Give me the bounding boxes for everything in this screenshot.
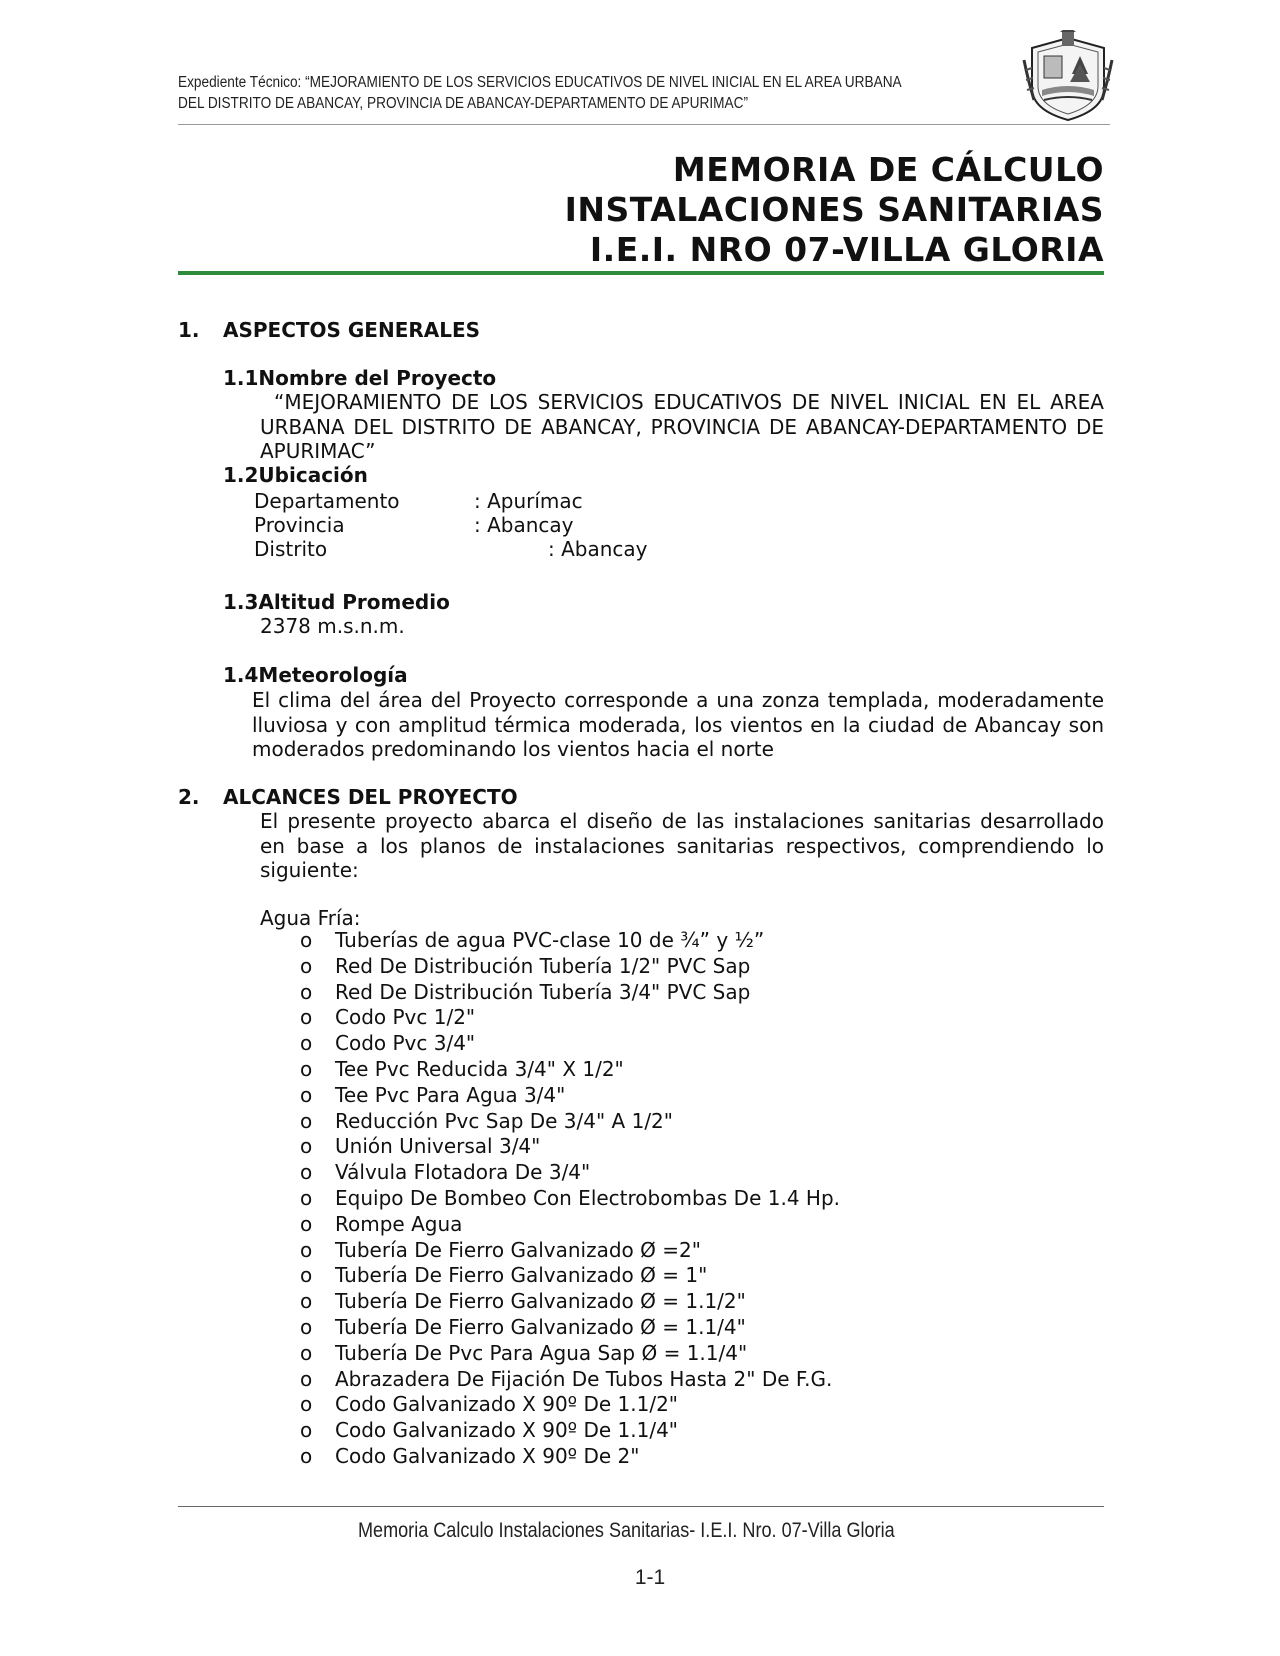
- project-name-text: “MEJORAMIENTO DE LOS SERVICIOS EDUCATIVOS DE NIVEL INICIAL EN EL AREA URBANA DEL DISTRITO DE ABANCAY, PROVINCIA DE ABANCAY-DEPARTAMENTO DE APURIMAC”: [260, 390, 1104, 463]
- list-item-text: Tubería De Fierro Galvanizado Ø = 1.1/4": [335, 1314, 746, 1339]
- bullet-icon: o: [300, 1443, 313, 1468]
- list-item-text: Reducción Pvc Sap De 3/4" A 1/2": [335, 1108, 673, 1133]
- list-item-text: Tuberías de agua PVC-clase 10 de ¾” y ½”: [335, 928, 765, 952]
- bullet-icon: o: [300, 1237, 313, 1262]
- location-row-distrito: [254, 537, 754, 561]
- bullet-icon: o: [300, 1366, 313, 1391]
- list-item-text: Codo Pvc 3/4": [335, 1031, 476, 1056]
- list-item-text: Tubería De Pvc Para Agua Sap Ø = 1.1/4": [335, 1340, 748, 1365]
- bullet-icon: o: [300, 1108, 313, 1133]
- list-item-text: Abrazadera De Fijación De Tubos Hasta 2" De F.G.: [335, 1366, 833, 1391]
- list-item-text: Válvula Flotadora De 3/4": [335, 1160, 591, 1185]
- bullet-icon: o: [300, 1211, 313, 1236]
- section-1-heading: [178, 318, 480, 342]
- footer-divider: [178, 1506, 1104, 1507]
- header-line-2: DEL DISTRITO DE ABANCAY, PROVINCIA DE ABANCAY-DEPARTAMENTO DE APURIMAC”: [178, 95, 748, 112]
- coat-of-arms-icon: [1022, 30, 1114, 124]
- location-value: : Abancay: [474, 513, 574, 537]
- bullet-icon: o: [300, 1185, 313, 1210]
- list-item-text: Unión Universal 3/4": [335, 1134, 541, 1159]
- list-item-text: Codo Galvanizado X 90º De 1.1/2": [335, 1392, 678, 1417]
- list-item-text: Tee Pvc Reducida 3/4" X 1/2": [335, 1056, 624, 1081]
- list-item-text: Tee Pvc Para Agua 3/4": [335, 1082, 566, 1107]
- location-row-departamento: [254, 489, 754, 513]
- bullet-icon: o: [300, 1031, 313, 1056]
- header-divider: [178, 124, 1110, 125]
- location-value: : Apurímac: [474, 489, 583, 513]
- bullet-icon: o: [300, 928, 313, 952]
- section-2-heading: [178, 785, 518, 809]
- title-line-1: MEMORIA DE CÁLCULO: [672, 150, 1104, 189]
- scope-intro-text: El presente proyecto abarca el diseño de las instalaciones sanitarias desarrollado en base a los planos de instalaciones sanitarias respectivos, comprendiendo lo siguiente:: [260, 809, 1104, 882]
- bullet-icon: o: [300, 1160, 313, 1185]
- bullet-icon: o: [300, 1314, 313, 1339]
- bullet-icon: o: [300, 1056, 313, 1081]
- list-item-text: Codo Galvanizado X 90º De 1.1/4": [335, 1418, 678, 1443]
- bullet-icon: o: [300, 1082, 313, 1107]
- document-title: [565, 150, 1104, 270]
- meteorology-text: El clima del área del Proyecto corresponde a una zonza templada, moderadamente lluviosa y con amplitud térmica moderada, los vientos en la ciudad de Abancay son moderados predominando los vientos hacia el norte: [252, 688, 1104, 761]
- subsection-1-4-heading: 1.4Meteorología: [223, 663, 408, 687]
- list-item-text: Rompe Agua: [335, 1211, 463, 1236]
- location-label: Distrito: [254, 537, 328, 561]
- location-value: : Abancay: [548, 537, 648, 561]
- altitude-text: 2378 m.s.n.m.: [260, 614, 405, 638]
- bullet-icon: o: [300, 1134, 313, 1159]
- bullet-icon: o: [300, 1340, 313, 1365]
- subsection-1-3-heading: 1.3Altitud Promedio: [223, 590, 450, 614]
- location-table: [254, 489, 754, 561]
- section-2-title: ALCANCES DEL PROYECTO: [223, 785, 518, 809]
- list-item-text: Equipo De Bombeo Con Electrobombas De 1.4 Hp.: [335, 1185, 840, 1210]
- bullet-icon: o: [300, 979, 313, 1004]
- bullet-icon: o: [300, 953, 313, 978]
- location-row-provincia: [254, 513, 754, 537]
- subsection-1-1-heading: 1.1Nombre del Proyecto: [223, 366, 497, 390]
- list-item-text: Codo Pvc 1/2": [335, 1005, 476, 1030]
- list-item-text: Tubería De Fierro Galvanizado Ø = 1.1/2": [335, 1289, 746, 1314]
- section-1-title: ASPECTOS GENERALES: [223, 318, 481, 342]
- document-header: [178, 72, 917, 114]
- title-divider: [178, 271, 1104, 275]
- header-line-1: Expediente Técnico: “MEJORAMIENTO DE LOS SERVICIOS EDUCATIVOS DE NIVEL INICIAL EN EL AREA URBANA: [178, 74, 902, 91]
- section-1-number: 1.: [178, 318, 200, 342]
- cold-water-subheading: Agua Fría:: [260, 906, 361, 930]
- footer-text: Memoria Calculo Instalaciones Sanitarias- I.E.I. Nro. 07-Villa Gloria: [358, 1519, 895, 1542]
- list-item-text: Tubería De Fierro Galvanizado Ø = 1": [335, 1263, 708, 1288]
- bullet-icon: o: [300, 1005, 313, 1030]
- section-2-number: 2.: [178, 785, 200, 809]
- list-item-text: Red De Distribución Tubería 3/4" PVC Sap: [335, 979, 751, 1004]
- title-line-2: INSTALACIONES SANITARIAS: [564, 190, 1104, 229]
- bullet-icon: o: [300, 1392, 313, 1417]
- location-label: Provincia: [254, 513, 345, 537]
- list-item-text: Red De Distribución Tubería 1/2" PVC Sap: [335, 953, 751, 978]
- location-label: Departamento: [254, 489, 400, 513]
- list-item-text: Codo Galvanizado X 90º De 2": [335, 1443, 640, 1468]
- title-line-3: I.E.I. NRO 07-VILLA GLORIA: [589, 230, 1104, 269]
- bullet-icon: o: [300, 1418, 313, 1443]
- list-item-text: Tubería De Fierro Galvanizado Ø =2": [335, 1237, 701, 1262]
- bullet-icon: o: [300, 1289, 313, 1314]
- page-number: 1-1: [634, 1566, 666, 1589]
- bullet-icon: o: [300, 1263, 313, 1288]
- subsection-1-2-heading: 1.2Ubicación: [223, 463, 368, 487]
